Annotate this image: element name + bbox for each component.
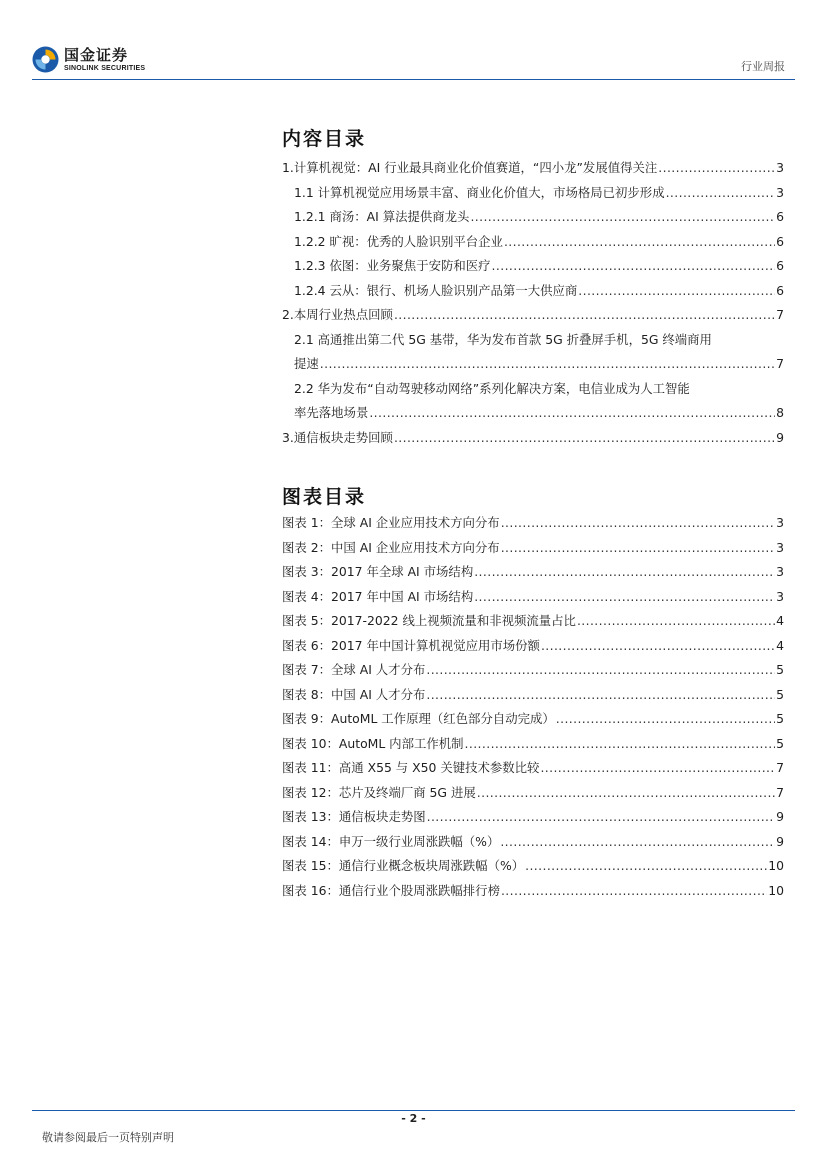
dot-leader [426,658,775,683]
figure-entry[interactable] [282,658,784,683]
dot-leader [501,879,767,904]
figure-entry-page: 3 [776,539,784,555]
toc-entry-page: 6 [776,233,784,249]
toc-entry[interactable] [282,426,784,451]
dot-leader [500,830,775,855]
toc-entry-text: 3.通信板块走势回顾 [282,429,393,445]
dot-leader [426,683,775,708]
figure-entry-page: 3 [776,588,784,604]
figure-entry[interactable] [282,879,784,904]
figure-entry-page: 5 [776,735,784,751]
figure-entry-page: 7 [776,784,784,800]
figure-entry-text: 图表 7：全球 AI 人才分布 [282,662,426,677]
figure-entry[interactable] [282,585,784,610]
figure-entry-page: 4 [776,637,784,653]
toc-entry-page: 3 [776,184,784,200]
header-divider [32,79,795,80]
dot-leader [465,732,776,757]
dot-leader [666,181,776,206]
figure-entry[interactable] [282,511,784,536]
logo-chinese-name: 国金证券 [64,45,129,64]
dot-leader [394,303,775,328]
figure-entry[interactable] [282,634,784,659]
toc-entry-page: 6 [776,258,784,273]
figure-entry[interactable] [282,683,784,708]
toc-entry-page: 7 [776,356,784,371]
company-logo [32,46,145,73]
figure-entry[interactable] [282,805,784,830]
footer-disclaimer: 敬请参阅最后一页特别声明 [42,1131,174,1144]
toc-entry-line1[interactable] [282,328,784,353]
toc-entry[interactable] [282,279,784,304]
toc-entry[interactable] [282,181,784,206]
toc-entry-text: 1.2.1 商汤：AI 算法提供商龙头 [294,209,470,224]
figure-entry-text: 图表 9：AutoML 工作原理（红色部分自动完成） [282,711,555,726]
figure-entry[interactable] [282,707,784,732]
dot-leader [470,205,775,230]
dot-leader [477,781,775,806]
toc-entry-text: 1.2.2 旷视：优秀的人脸识别平台企业 [294,233,503,249]
dot-leader [501,536,775,561]
figure-entry-text: 图表 6：2017 年中国计算机视觉应用市场份额 [282,637,540,653]
dot-leader [541,634,775,659]
figure-entry[interactable] [282,830,784,855]
toc-entry[interactable] [282,230,784,255]
figure-entry-text: 图表 3：2017 年全球 AI 市场结构 [282,564,474,579]
toc-entry[interactable] [282,205,784,230]
dot-leader [474,585,775,610]
toc-entry-text: 率先落地场景 [294,405,369,420]
figure-entry[interactable] [282,756,784,781]
dot-leader [658,156,775,181]
toc-entry-text: 2.本周行业热点回顾 [282,307,393,322]
toc-entry-line1[interactable] [282,377,784,402]
figure-entry-text: 图表 14：申万一级行业周涨跌幅（%） [282,833,500,849]
figure-entry-page: 5 [776,662,784,677]
figure-entry-text: 图表 15：通信行业概念板块周涨跌幅（%） [282,858,525,873]
figure-entry-page: 9 [776,809,784,824]
toc-entry-text: 1.2.3 依图：业务聚焦于安防和医疗 [294,258,491,273]
figure-entry-page: 3 [776,564,784,579]
toc-entry[interactable] [282,352,784,377]
toc-entry-text: 2.1 高通推出第二代 5G 基带，华为发布首款 5G 折叠屏手机，5G 终端商用 [294,331,712,347]
figure-entry-text: 图表 2：中国 AI 企业应用技术方向分布 [282,539,500,555]
toc-entry-page: 3 [776,160,784,175]
dot-leader [556,707,775,732]
sinolink-logo-icon [32,46,59,73]
figure-entry[interactable] [282,560,784,585]
figure-entry-page: 4 [776,613,784,628]
figure-entry[interactable] [282,854,784,879]
dot-leader [492,254,776,279]
content-toc-title: 内容目录 [282,128,367,150]
figure-entry[interactable] [282,732,784,757]
logo-english-name: SINOLINK SECURITIES [64,64,146,72]
dot-leader [474,560,775,585]
dot-leader [504,230,775,255]
page-number: - 2 - [401,1112,426,1125]
figure-entry-page: 9 [776,833,784,849]
toc-entry[interactable] [282,156,784,181]
figure-toc-title: 图表目录 [282,486,367,508]
toc-entry-text: 提速 [294,356,319,371]
figure-entry-page: 7 [776,760,784,775]
dot-leader [577,609,775,634]
figure-entry-page: 3 [776,515,784,530]
figure-entry-page: 5 [776,711,784,726]
toc-entry[interactable] [282,401,784,426]
figure-entry-text: 图表 12：芯片及终端厂商 5G 进展 [282,784,476,800]
dot-leader [501,511,775,536]
figure-toc [282,511,784,903]
toc-entry[interactable] [282,303,784,328]
dot-leader [525,854,767,879]
footer-divider [32,1110,795,1111]
page-header [0,0,827,82]
figure-entry-text: 图表 16：通信行业个股周涨跌幅排行榜 [282,882,500,898]
figure-entry-text: 图表 1：全球 AI 企业应用技术方向分布 [282,515,500,530]
figure-entry-page: 5 [776,686,784,702]
dot-leader [394,426,775,451]
toc-entry-page: 7 [776,307,784,322]
dot-leader [369,401,775,426]
toc-entry-page: 6 [776,209,784,224]
content-toc [282,156,784,450]
toc-entry-page: 9 [776,429,784,445]
toc-entry-page: 6 [776,282,784,298]
dot-leader [578,279,775,304]
figure-entry-text: 图表 13：通信板块走势图 [282,809,426,824]
toc-entry-text: 1.计算机视觉：AI 行业最具商业化价值赛道，“四小龙”发展值得关注 [282,160,658,175]
dot-leader [540,756,775,781]
figure-entry[interactable] [282,609,784,634]
dot-leader [320,352,775,377]
figure-entry-page: 10 [768,882,784,898]
figure-entry-text: 图表 8：中国 AI 人才分布 [282,686,426,702]
document-type: 行业周报 [741,60,785,73]
dot-leader [427,805,775,830]
toc-entry-text: 1.2.4 云从：银行、机场人脸识别产品第一大供应商 [294,282,578,298]
figure-entry[interactable] [282,781,784,806]
figure-entry-text: 图表 5：2017-2022 线上视频流量和非视频流量占比 [282,613,576,628]
figure-entry[interactable] [282,536,784,561]
figure-entry-text: 图表 4：2017 年中国 AI 市场结构 [282,588,474,604]
figure-entry-page: 10 [768,858,784,873]
toc-entry-text: 2.2 华为发布“自动驾驶移动网络”系列化解决方案，电信业成为人工智能 [294,380,690,396]
toc-entry-text: 1.1 计算机视觉应用场景丰富、商业化价值大，市场格局已初步形成 [294,184,665,200]
toc-entry[interactable] [282,254,784,279]
toc-entry-page: 8 [776,405,784,420]
figure-entry-text: 图表 11：高通 X55 与 X50 关键技术参数比较 [282,760,540,775]
figure-entry-text: 图表 10：AutoML 内部工作机制 [282,735,464,751]
